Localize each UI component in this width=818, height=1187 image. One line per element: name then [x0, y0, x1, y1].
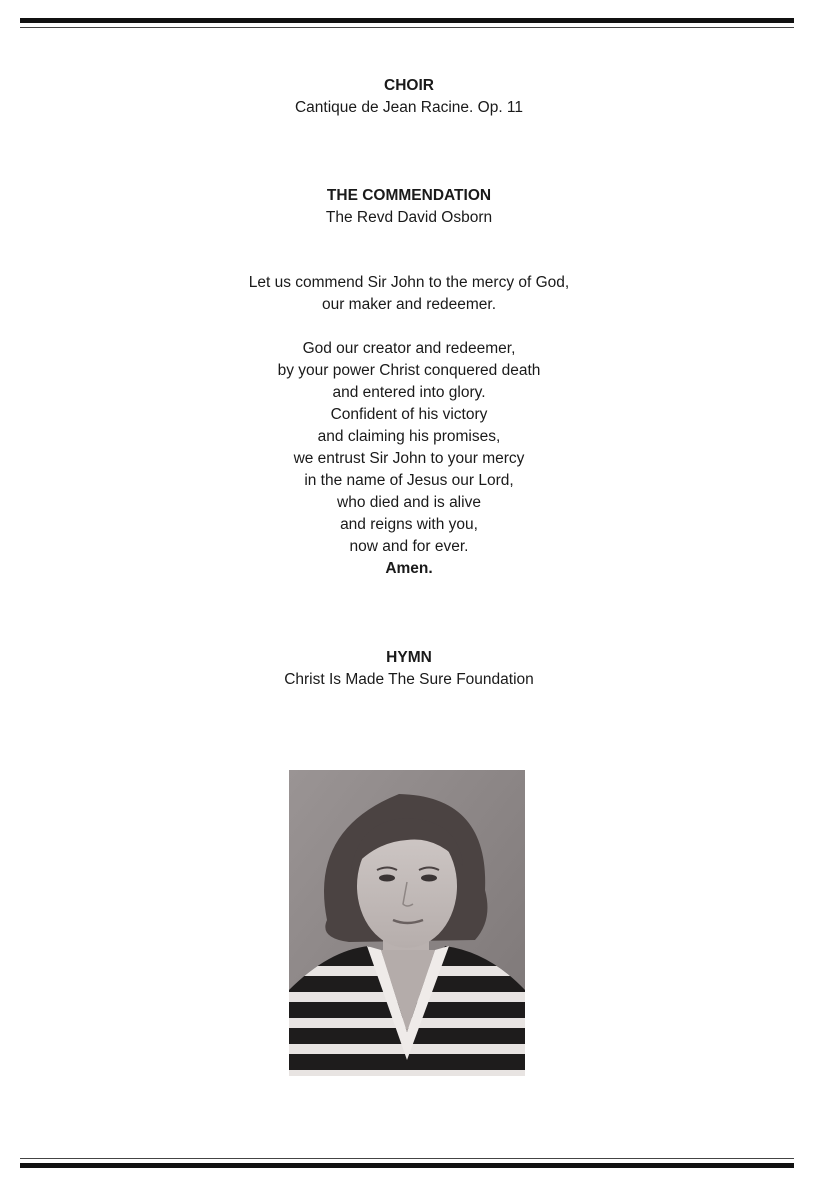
prayer-line: and entered into glory. — [332, 384, 486, 401]
prayer-line: and claiming his promises, — [317, 428, 501, 445]
choir-title: Cantique de Jean Racine. Op. 11 — [294, 99, 524, 116]
prayer-line: we entrust Sir John to your mercy — [293, 450, 525, 467]
bottom-border-thick — [20, 1163, 794, 1168]
choir-heading: CHOIR — [384, 77, 434, 94]
prayer-line: God our creator and redeemer, — [302, 340, 516, 357]
commendation-heading: THE COMMENDATION — [326, 187, 492, 204]
commendation-section — [0, 185, 818, 229]
hymn-section — [0, 647, 818, 691]
portrait-photo — [289, 770, 525, 1076]
top-border-thick — [20, 18, 794, 23]
intro-line: Let us commend Sir John to the mercy of God, — [248, 274, 570, 291]
amen-response: Amen. — [385, 560, 433, 577]
prayer-line: by your power Christ conquered death — [277, 362, 541, 379]
prayer-line: Confident of his victory — [330, 406, 488, 423]
hymn-title: Christ Is Made The Sure Foundation — [284, 671, 534, 688]
prayer-line: and reigns with you, — [340, 516, 478, 533]
top-border-thin — [20, 27, 794, 28]
prayer-line: who died and is alive — [337, 494, 481, 511]
bottom-border-thin — [20, 1158, 794, 1159]
commendation-officiant: The Revd David Osborn — [325, 209, 493, 226]
prayer-line: in the name of Jesus our Lord, — [304, 472, 514, 489]
commendation-intro — [0, 272, 818, 316]
prayer-line: now and for ever. — [349, 538, 469, 555]
choir-section — [0, 75, 818, 119]
commendation-prayer — [0, 338, 818, 580]
intro-line: our maker and redeemer. — [321, 296, 497, 313]
hymn-heading: HYMN — [386, 649, 432, 666]
